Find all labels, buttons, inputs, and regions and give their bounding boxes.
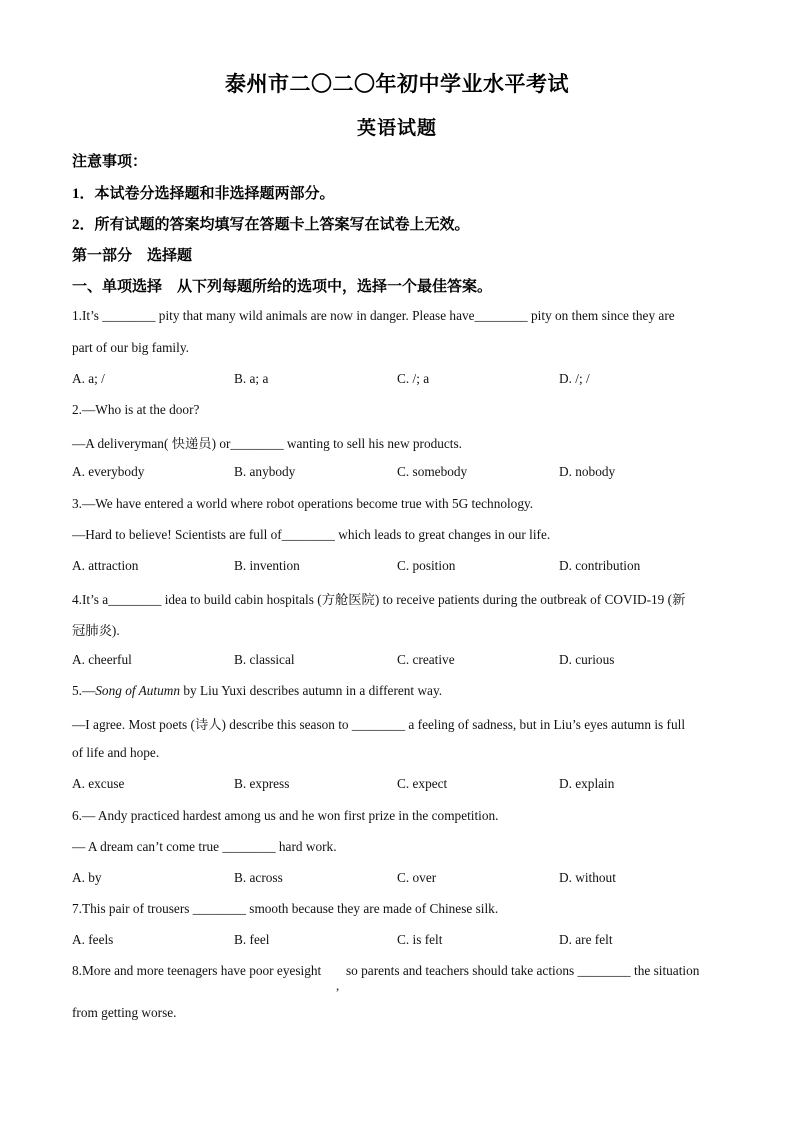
question-5-suffix: by Liu Yuxi describes autumn in a different way. <box>180 683 443 698</box>
question-5-option-a: A. excuse <box>72 776 125 791</box>
question-7-option-b: B. feel <box>234 932 270 947</box>
question-1-stem-cont: part of our big family. <box>72 340 189 355</box>
question-2-option-b: B. anybody <box>234 464 296 479</box>
question-5-option-b: B. express <box>234 776 290 791</box>
question-7-stem: 7.This pair of trousers ________ smooth because they are made of Chinese silk. <box>72 901 499 916</box>
question-8-stem: 8.More and more teenagers have poor eyesight <box>72 963 322 978</box>
section-heading: 一、单项选择 从下列每题所给的选项中，选择一个最佳答案。 <box>72 279 493 295</box>
question-3-stem-cont: —Hard to believe! Scientists are full of________ which leads to great changes in our life. <box>72 527 551 542</box>
question-1-option-a: A. a; / <box>72 371 105 386</box>
question-3-option-d: D. contribution <box>559 558 641 573</box>
question-5-option-d: D. explain <box>559 776 615 791</box>
question-4-option-b: B. classical <box>234 652 295 667</box>
question-2-option-c: C. somebody <box>397 464 468 479</box>
question-6-stem: 6.— Andy practiced hardest among us and he won first prize in the competition. <box>72 808 499 823</box>
question-8-comma: , <box>336 978 340 993</box>
question-7-option-d: D. are felt <box>559 932 613 947</box>
question-7-option-c: C. is felt <box>397 932 443 947</box>
question-4-stem-cont: 冠肺炎). <box>72 623 120 638</box>
question-5-prefix: 5.— <box>72 683 96 698</box>
question-3-option-c: C. position <box>397 558 456 573</box>
question-4-option-d: D. curious <box>559 652 615 667</box>
page-title: 泰州市二〇二〇年初中学业水平考试 <box>225 72 569 96</box>
question-2-stem-cont: —A deliveryman( 快递员) or________ wanting to sell his new products. <box>72 436 462 451</box>
notes-item-2: 2．所有试题的答案均填写在答题卡上答案写在试卷上无效。 <box>72 217 470 233</box>
question-3-stem: 3.—We have entered a world where robot operations become true with 5G technology. <box>72 496 534 511</box>
question-4-stem: 4.It’s a________ idea to build cabin hospitals (方舱医院) to receive patients during the outbreak of COVID-19 (新 <box>72 592 686 607</box>
question-2-option-a: A. everybody <box>72 464 145 479</box>
question-8-stem-cont: from getting worse. <box>72 1005 177 1020</box>
question-2-stem: 2.—Who is at the door? <box>72 402 200 417</box>
question-7-option-a: A. feels <box>72 932 114 947</box>
question-5-stem-cont-2: of life and hope. <box>72 745 160 760</box>
question-6-stem-cont: — A dream can’t come true ________ hard work. <box>72 839 337 854</box>
question-3-option-b: B. invention <box>234 558 300 573</box>
question-6-option-a: A. by <box>72 870 102 885</box>
question-4-option-c: C. creative <box>397 652 455 667</box>
question-5-book-title: Song of Autumn <box>95 683 180 698</box>
question-1-stem: 1.It’s ________ pity that many wild animals are now in danger. Please have________ pity on them since they are <box>72 308 675 323</box>
notes-item-1: 1．本试卷分选择题和非选择题两部分。 <box>72 186 335 202</box>
question-1-option-b: B. a; a <box>234 371 269 386</box>
question-1-option-c: C. /; a <box>397 371 430 386</box>
question-6-option-d: D. without <box>559 870 616 885</box>
question-4-option-a: A. cheerful <box>72 652 132 667</box>
question-5-stem-cont: —I agree. Most poets (诗人) describe this season to ________ a feeling of sadness, but in Liu’s eyes autumn is full <box>72 717 686 732</box>
question-5-option-c: C. expect <box>397 776 448 791</box>
question-8-stem-part-2: so parents and teachers should take actions ________ the situation <box>346 963 700 978</box>
question-5-stem <box>72 683 442 699</box>
notes-heading: 注意事项： <box>72 154 148 170</box>
question-3-option-a: A. attraction <box>72 558 139 573</box>
question-1-option-d: D. /; / <box>559 371 590 386</box>
part-heading: 第一部分 选择题 <box>72 248 193 264</box>
question-6-option-c: C. over <box>397 870 437 885</box>
page-subtitle: 英语试题 <box>356 118 437 139</box>
question-6-option-b: B. across <box>234 870 283 885</box>
question-2-option-d: D. nobody <box>559 464 616 479</box>
